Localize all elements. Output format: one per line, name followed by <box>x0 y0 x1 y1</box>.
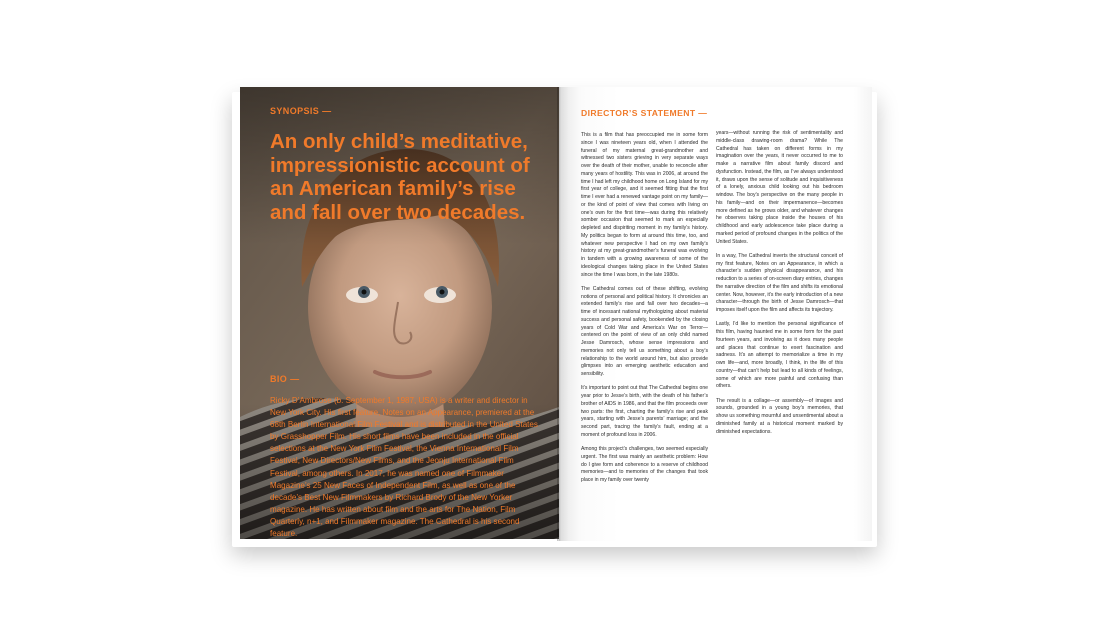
left-page-text <box>240 87 559 539</box>
synopsis-label: SYNOPSIS — <box>270 106 332 116</box>
statement-paragraph: It’s important to point out that The Cathedral begins one year prior to Jesse’s birth, with the death of his father’s brother of AIDS in 1986, and that the film proceeds over two parts: the first, charting the family’s rise and peak years, starting with Jesse’s parents’ marriage; and the second part, tracing the family’s fault, ending at a moment of profound loss in 2006. <box>581 385 708 438</box>
left-page <box>240 87 559 539</box>
statement-paragraph: In a way, The Cathedral inverts the structural conceit of my first feature, Notes on an Appearance, in which a character’s sudden physical disappearance, and his reduction to a series of on-screen diary entries, changes the narrative direction of the film and shifts its emotional center. Now, however, it’s the early introduction of a new character—through the birth of Jesse Damrosch—that imposes itself upon the film and affects its trajectory. <box>716 252 843 313</box>
right-page <box>559 87 872 541</box>
statement-paragraph: Among this project’s challenges, two seemed especially urgent. The first was mainly an aesthetic problem: How do I give form and coherence to a reserve of childhood memories—and to memories of the changes that took place in my family over twenty <box>581 446 708 483</box>
statement-paragraph: Lastly, I’d like to mention the personal significance of this film, having haunted me in some form for the past fourteen years, and involving as it does many people and places that continue to exert fascination and sadness. It’s an attempt to memorialize a time in my own life—and, more broadly, I think, in the life of this country—that can’t help but lead to all kinds of feelings, some of which are more painful and confusing than others. <box>716 321 843 390</box>
synopsis-title: An only child’s meditative, impressionistic account of an American family’s rise and fall over two decades. <box>270 130 530 224</box>
bio-label: BIO — <box>270 374 300 384</box>
statement-paragraph: years—without running the risk of sentimentality and middle-class drawing-room drama? While The Cathedral has taken on different forms in my imagination over the years, it never occurred to me to make a narrative film about family discord and dysfunction. Instead, the film, as I’ve always understood it, draws upon the sense of solitude and inquisitiveness of a lonely, anxious child looking out his bedroom window. The boy’s perspective on the many people in his family—and on their impermanence—becomes more defined as he grows older, and whatever changes he observes taking place inside the houses of his childhood and early adolescence take place during a marked period of profound changes in the politics of the United States. <box>716 130 843 245</box>
statement-column-1 <box>581 132 708 491</box>
statement-paragraph: This is a film that has preoccupied me in some form since I was nineteen years old, when I attended the funeral of my maternal great-grandmother and witnessed two sisters grieving in very separate ways over the death of their mother, unable to reconcile after many years of hostility. This was in 2006, at around the time I had left my childhood home on Long Island for my first year of college, and it seemed fitting that the first time I ever had a renewed vantage point on my family—or the kind of point of view that comes with living on one’s own for the first time—was during this relatively somber occasion that seemed to mark an especially depleted and dispiriting moment in my family’s history. My politics began to form at around this time, too, and whatever new perspective I had on my own family’s history at my great-grandmother’s funeral was evolving in tandem with a growing awareness of some of the ideological changes taking place in the United States since the time I was born, in the late 1980s. <box>581 132 708 278</box>
statement-paragraph: The result is a collage—or assembly—of images and sounds, grounded in a young boy’s memories, that show us something mournful and unsentimental about a diminished family at a historical moment marked by diminished expectations. <box>716 397 843 435</box>
bio-text: Ricky D’Ambrose (b. September 1, 1987, USA) is a writer and director in New York City. His first feature, Notes on an Appearance, premiered at the 68th Berlin International Film Festival and is distributed in the United States by Grasshopper Film. His short films have been included in the official selections at the New York Film Festival, the Vienna International Film Festival, New Directors/New Films, and the Jeonju International Film Festival, among others. In 2017, he was named one of Filmmaker Magazine’s 25 New Faces of Independent Film, as well as one of the decade’s Best New Filmmakers by Richard Brody of the New Yorker magazine. He has written about film and the arts for The Nation, Film Quarterly, n+1, and Filmmaker magazine. The Cathedral is his second feature. <box>270 396 538 539</box>
statement-column-2 <box>716 130 843 443</box>
page-fold <box>557 87 561 541</box>
directors-statement-label: DIRECTOR’S STATEMENT — <box>581 108 708 118</box>
statement-paragraph: The Cathedral comes out of these shifting, evolving notions of personal and political history. It chronicles an extended family’s rise and fall over two decades—a time of incessant national mythologizing about material success and personal safety, bookended by the closing years of Cold War and America’s War on Terror—centered on the point of view of an only child named Jesse Damrosch, whose sense impressions and memories not only tell us something about a boy’s relationship to the world around him, but also provide glimpses into an emerging aesthetic education and sensibility. <box>581 285 708 377</box>
